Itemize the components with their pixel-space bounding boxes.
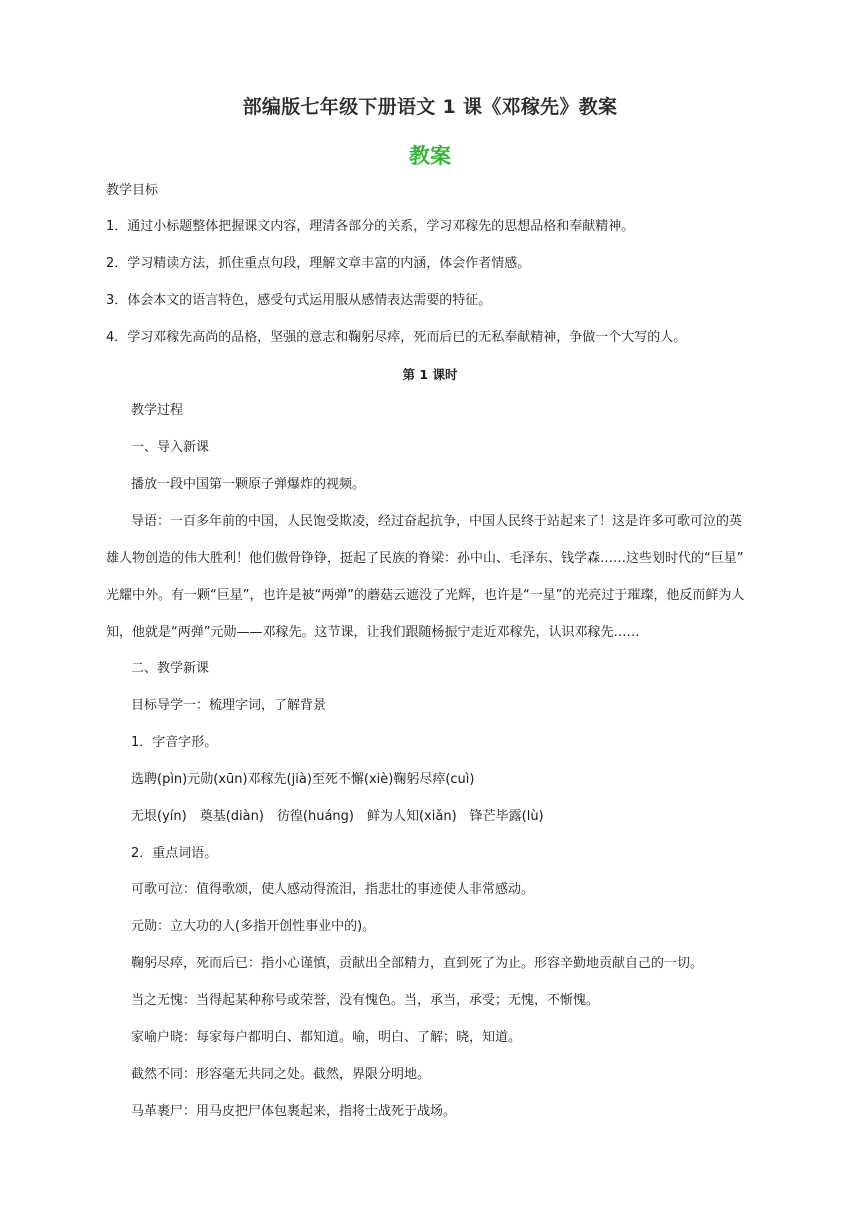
pronunciation-line: 无垠(yín) 奠基(diàn) 彷徨(huáng) 鲜为人知(xiǎn) 锋芒毕露(lù) [131, 809, 544, 824]
vocab-item: 马革裹尸：用马皮把尸体包裹起来，指将士战死于战场。 [131, 1104, 457, 1119]
objective-item: 3．体会本文的语言特色，感受句式运用服从感情表达需要的特征。 [106, 293, 492, 308]
intro-line: 雄人物创造的伟大胜利！他们傲骨铮铮，挺起了民族的脊梁：孙中山、毛泽东、钱学森……这些划时代的“巨星” [106, 551, 744, 566]
process-heading: 教学过程 [131, 403, 184, 418]
objectives-heading: 教学目标 [106, 183, 159, 198]
pronunciation-line: 选聘(pìn)元勋(xūn)邓稼先(jià)至死不懈(xiè)鞠躬尽瘁(cuì) [131, 772, 475, 787]
document-subtitle: 教案 [409, 144, 451, 168]
sub-heading: 2．重点词语。 [131, 846, 218, 861]
vocab-item: 可歌可泣：值得歌颂，使人感动得流泪，指悲壮的事迹使人非常感动。 [131, 882, 535, 897]
vocab-item: 元勋：立大功的人(多指开创性事业中的)。 [131, 919, 376, 934]
vocab-item: 当之无愧：当得起某种称号或荣誉，没有愧色。当，承当，承受；无愧，不惭愧。 [131, 993, 600, 1008]
section-heading: 二、教学新课 [131, 661, 210, 676]
lesson-heading: 第 1 课时 [402, 367, 458, 382]
paragraph-line: 播放一段中国第一颗原子弹爆炸的视频。 [131, 477, 366, 492]
document-title: 部编版七年级下册语文 1 课《邓稼先》教案 [242, 96, 618, 118]
intro-line: 知，他就是“两弹”元勋——邓稼先。这节课，让我们跟随杨振宁走近邓稼先，认识邓稼先…… [106, 625, 640, 640]
sub-heading: 1．字音字形。 [131, 735, 218, 750]
objective-item: 2．学习精读方法，抓住重点句段，理解文章丰富的内涵，体会作者情感。 [106, 256, 531, 271]
intro-line: 导语：一百多年前的中国，人民饱受欺凌，经过奋起抗争，中国人民终于站起来了！这是许多可歌可泣的英 [131, 514, 743, 529]
objective-item: 4．学习邓稼先高尚的品格，坚强的意志和鞠躬尽瘁，死而后已的无私奉献精神，争做一个大写的人。 [106, 330, 687, 345]
vocab-item: 截然不同：形容毫无共同之处。截然，界限分明地。 [131, 1067, 431, 1082]
section-heading: 一、导入新课 [131, 440, 210, 455]
intro-line: 光耀中外。有一颗“巨星”，也许是被“两弹”的蘑菇云遮没了光辉，也许是“一星”的光亮过于璀璨，他反而鲜为人 [106, 588, 745, 603]
objective-item: 1．通过小标题整体把握课文内容，理清各部分的关系，学习邓稼先的思想品格和奉献精神。 [106, 219, 635, 234]
vocab-item: 家喻户晓：每家每户都明白、都知道。喻，明白、了解；晓，知道。 [131, 1030, 522, 1045]
goal-heading: 目标导学一：梳理字词，了解背景 [131, 698, 327, 713]
vocab-item: 鞠躬尽瘁，死而后已：指小心谨慎，贡献出全部精力，直到死了为止。形容辛勤地贡献自己的一切。 [131, 956, 704, 971]
